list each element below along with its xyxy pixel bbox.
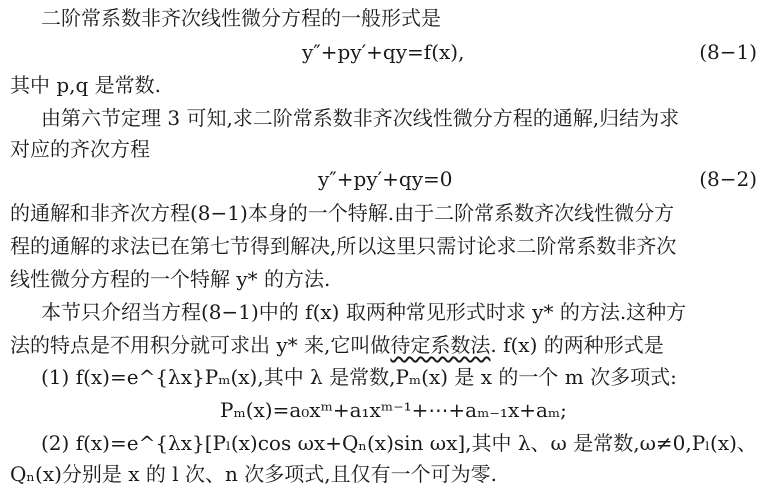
undetermined-coefficients-term: 待定系数法 <box>390 333 491 357</box>
equation-8-1: y″+py′+qy=f(x), <box>302 40 465 64</box>
case-2-item-line2: Qₙ(x)分别是 x 的 l 次、n 次多项式,且仅有一个可为零. <box>10 462 497 486</box>
paragraph-method-line1: 本节只介绍当方程(8−1)中的 f(x) 取两种常见形式时求 y* 的方法.这种方 <box>41 300 687 324</box>
method-text-after-term: . f(x) 的两种形式是 <box>490 333 664 357</box>
case-1-item: (1) f(x)=e^{λx}Pₘ(x),其中 λ 是常数,Pₘ(x) 是 x 的一个 m 次多项式: <box>41 365 677 389</box>
paragraph-constants: 其中 p,q 是常数. <box>10 73 162 97</box>
paragraph-intro: 二阶常系数非齐次线性微分方程的一般形式是 <box>41 6 441 30</box>
equation-8-2: y″+py′+qy=0 <box>318 167 453 191</box>
equation-number-8-2: (8−2) <box>699 167 757 191</box>
paragraph-general-solution-line3: 线性微分方程的一个特解 y* 的方法. <box>10 267 331 291</box>
paragraph-method-line2 <box>10 333 664 357</box>
paragraph-reduction-line1: 由第六节定理 3 可知,求二阶常系数非齐次线性微分方程的通解,归结为求 <box>41 106 680 130</box>
paragraph-reduction-line2: 对应的齐次方程 <box>10 137 150 161</box>
equation-number-8-1: (8−1) <box>699 40 757 64</box>
polynomial-equation: Pₘ(x)=a₀xᵐ+a₁xᵐ⁻¹+⋯+aₘ₋₁x+aₘ; <box>220 398 567 422</box>
paragraph-general-solution-line2: 程的通解的求法已在第七节得到解决,所以这里只需讨论求二阶常系数非齐次 <box>10 234 677 258</box>
method-text-before-term: 法的特点是不用积分就可求出 y* 来,它叫做 <box>10 333 391 357</box>
paragraph-general-solution-line1: 的通解和非齐次方程(8−1)本身的一个特解.由于二阶常系数齐次线性微分方 <box>10 201 675 225</box>
case-2-item-line1: (2) f(x)=e^{λx}[Pₗ(x)cos ωx+Qₙ(x)sin ωx],其中 λ、ω 是常数,ω≠0,Pₗ(x)、 <box>41 431 757 455</box>
